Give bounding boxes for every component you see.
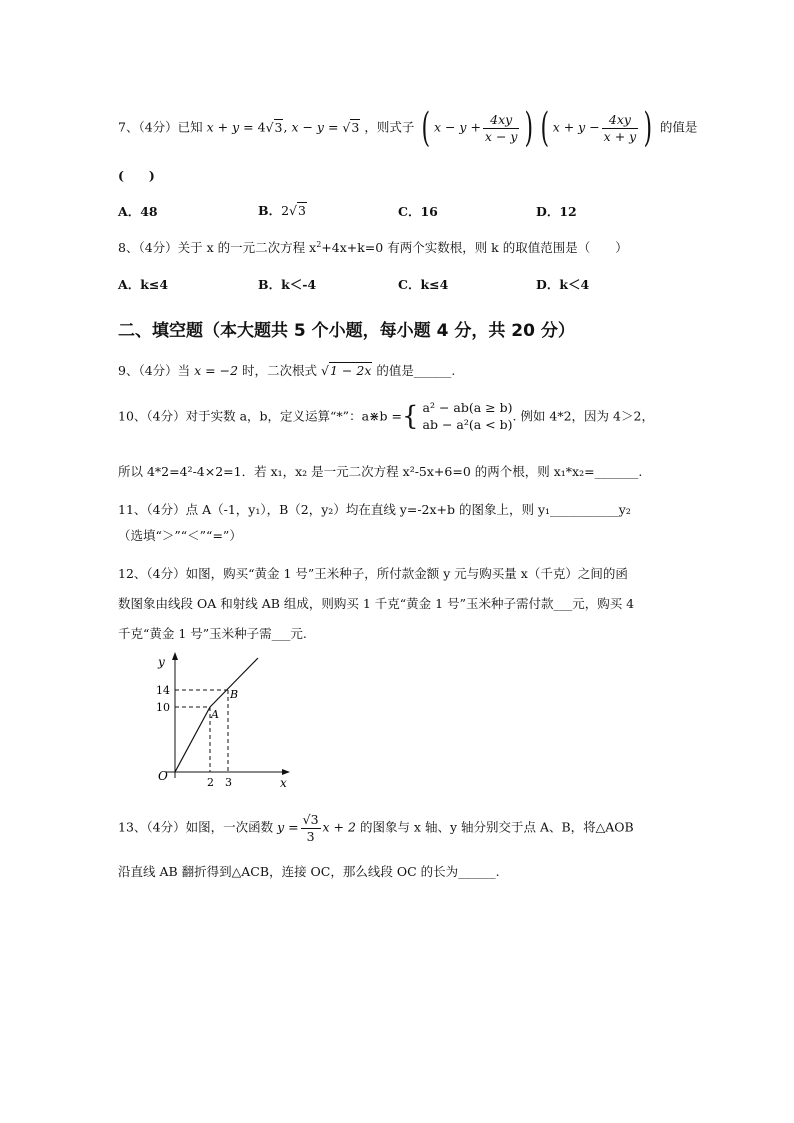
q7-cond1-lhs: x + y = (206, 119, 254, 135)
q10-line1-b: b = (379, 408, 402, 424)
graph-segment-oa (175, 707, 210, 772)
q9-suffix: 的值是______. (376, 363, 456, 378)
q9-sqrt: √1 − 2x (321, 363, 372, 378)
q7-answer-paren: ( ) (118, 168, 155, 183)
q7-paren-open-2: ( (540, 105, 550, 151)
q7-f1-den: x − y (484, 128, 518, 144)
question-13-line-1 (118, 812, 634, 844)
q13-fraction (301, 812, 321, 844)
q12-graph (146, 650, 326, 792)
q9-condition: x = −2 (194, 363, 239, 378)
q7-f2-num: 4xy (602, 112, 639, 129)
q7-paren-close-2: ) (643, 105, 653, 151)
graph-x-tick-2: 2 (207, 776, 214, 789)
q7-option-a (118, 204, 158, 219)
q7-f2-den: x + y (603, 128, 637, 144)
question-7 (118, 105, 698, 151)
graph-y-tick-10: 10 (156, 701, 170, 714)
graph-x-axis-arrow (282, 769, 290, 775)
q13-f-den: 3 (306, 828, 315, 844)
graph-x-label: x (280, 776, 287, 790)
q13-mid: 的图象与 x 轴、y 轴分别交于点 A、B，将 (359, 819, 596, 835)
graph-point-a-label: A (211, 708, 219, 721)
q9-radicand: 1 − 2x (330, 363, 372, 378)
q8-prefix: 8、（4分）关于 x 的一元二次方程 x (118, 240, 317, 256)
q7-option-b-radicand: 3 (298, 203, 306, 218)
q7-cond1-coef: 4 (257, 119, 266, 135)
q10-cases (423, 400, 513, 434)
q7-option-b-sqrt: √3 (289, 203, 306, 218)
q7-f1-pre: x − y + (433, 119, 481, 135)
q7-option-a-label: A． (118, 204, 141, 219)
q13-triangle-acb: △ACB (231, 864, 270, 879)
q7-cond2-lhs: x − y = (291, 119, 339, 135)
question-10-line-1 (118, 400, 654, 434)
question-13-line-2 (118, 864, 500, 879)
q13-prefix: 13、（4分）如图，一次函数 (118, 819, 274, 835)
q9-mid: 时，二次根式 (242, 363, 318, 378)
graph-y-label: y (158, 655, 165, 669)
q7-option-d (536, 204, 577, 219)
q10-operator-symbol: ⋇ (369, 408, 380, 424)
q7-option-c (398, 204, 438, 219)
q10-line1-suffix: . 例如 4*2，因为 4＞2， (512, 408, 654, 424)
q7-paren-open-1: ( (421, 105, 431, 151)
q8-option-a: A．k≤4 (118, 277, 169, 292)
question-12-line-1: 12、（4分）如图，购买“黄金 1 号”王米种子，所付款金额 y 元与购买量 x（千克）之间的函 (118, 566, 628, 581)
q7-option-b-coef: 2 (281, 203, 290, 218)
q13-triangle-aob: △AOB (595, 819, 634, 835)
q8-suffix: +4x+k=0 有两个实数根，则 k 的取值范围是（ ） (321, 240, 628, 256)
graph-point-b-label: B (230, 688, 239, 701)
q7-option-d-value: 12 (559, 204, 577, 219)
section-2-heading: 二、填空题（本大题共 5 个小题，每小题 4 分，共 20 分） (118, 321, 575, 341)
q7-mid: ，则式子 (364, 119, 415, 135)
q10-line1-prefix: 10、（4分）对于实数 a，b，定义运算“*”：a (118, 408, 370, 424)
q13-f-post: x + 2 (322, 819, 356, 835)
q7-option-b-label: B． (258, 203, 282, 218)
q7-suffix: 的值是 (659, 119, 698, 135)
q8-option-b: B．k＜-4 (258, 277, 317, 292)
q7-prefix: 7、（4分）已知 (118, 119, 203, 135)
q7-fraction-1 (483, 112, 520, 144)
q7-option-b (258, 202, 307, 218)
q10-case-2: ab − a²(a < b) (422, 416, 513, 432)
q9-prefix: 9、（4分）当 (118, 363, 191, 378)
q13-y-eq: y = (277, 819, 299, 835)
q7-option-c-value: 16 (420, 204, 438, 219)
q7-cond1-sqrt: √3 (265, 119, 283, 135)
graph-origin-label: O (158, 769, 168, 783)
question-11-line-2: （选填“＞”“＜”“=”） (118, 528, 242, 543)
q8-option-c: C．k≤4 (398, 277, 449, 292)
q8-superscript: 2 (316, 240, 322, 249)
q7-cond2-radicand: 3 (351, 119, 360, 135)
question-11-line-1: 11、（4分）点 A（-1，y₁），B（2，y₂）均在直线 y=-2x+b 的图象上，则 y₁___________y₂ (118, 502, 631, 517)
q7-fraction-2 (602, 112, 639, 144)
q7-option-a-value: 48 (140, 204, 158, 219)
q7-f1-num: 4xy (483, 112, 520, 129)
graph-y-axis-arrow (172, 652, 178, 660)
graph-x-tick-3: 3 (225, 776, 232, 789)
question-12-line-2: 数图象由线段 OA 和射线 AB 组成，则购买 1 千克“黄金 1 号”玉米种子需付款___元，购买 4 (118, 596, 635, 611)
question-9 (118, 362, 455, 378)
q7-option-c-label: C． (398, 204, 421, 219)
q7-cond2-sqrt: √3 (342, 119, 360, 135)
graph-y-tick-14: 14 (156, 684, 170, 697)
q13-f-num: √3 (302, 812, 319, 827)
q8-option-d: D．k＜4 (536, 277, 590, 292)
q13-line2-suffix: ，连接 OC，那么线段 OC 的长为______. (269, 864, 500, 879)
q7-sep: , (283, 119, 288, 135)
q7-paren-close-1: ) (524, 105, 534, 151)
q7-option-d-label: D． (536, 204, 560, 219)
q7-f2-pre: x + y − (552, 119, 600, 135)
q10-case-1: a² − ab(a ≥ b) (422, 400, 513, 415)
q10-brace: { (401, 401, 419, 432)
question-8 (118, 240, 628, 255)
q13-line2-prefix: 沿直线 AB 翻折得到 (118, 864, 232, 879)
question-10-line-2: 所以 4*2=4²-4×2=1．若 x₁，x₂ 是一元二次方程 x²-5x+6=0 的两个根，则 x₁*x₂=_______. (118, 464, 643, 479)
question-12-line-3: 千克“黄金 1 号”玉米种子需___元. (118, 626, 307, 641)
q7-cond1-radicand: 3 (274, 119, 283, 135)
